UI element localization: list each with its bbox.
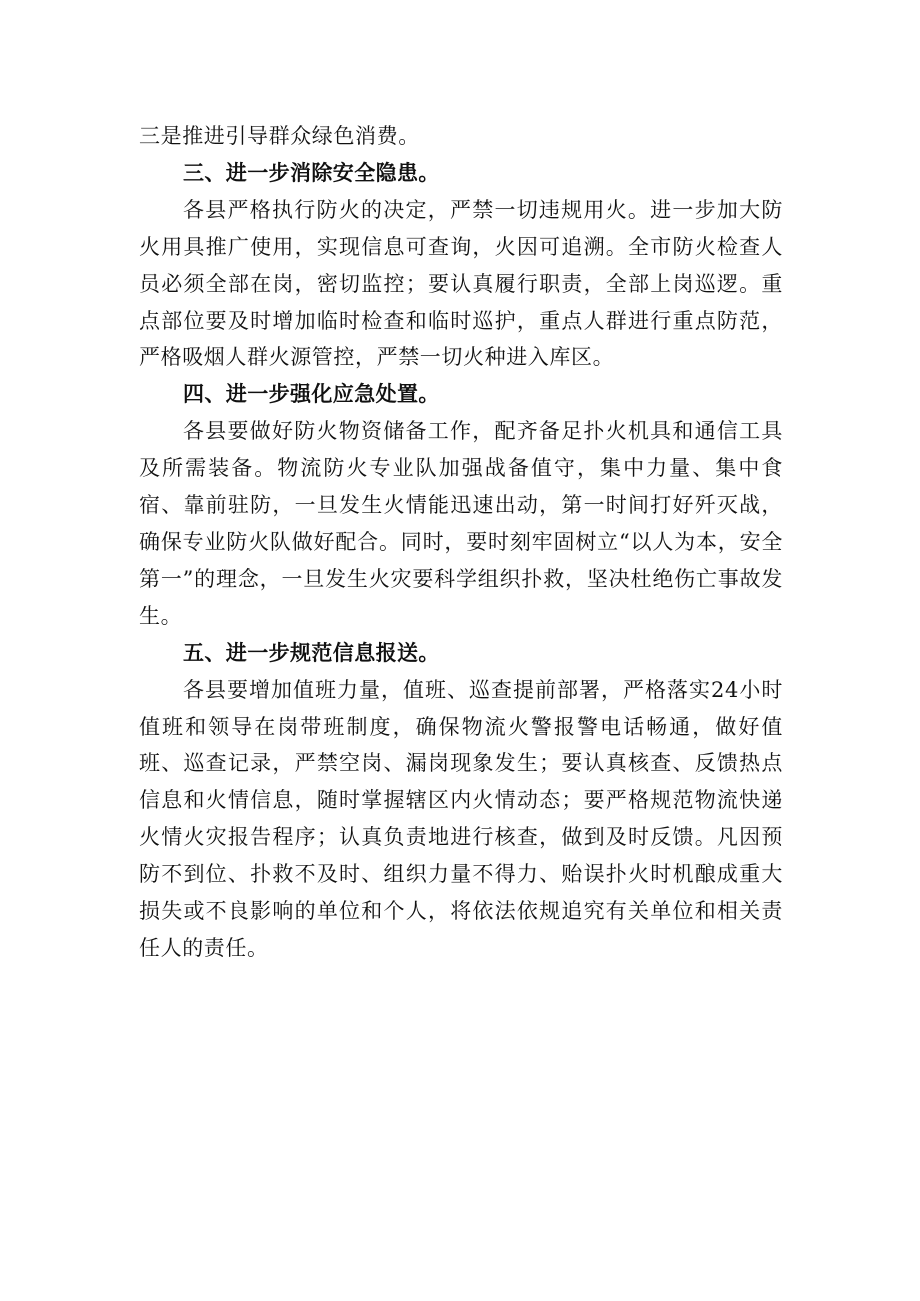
section-body-3: 各县严格执行防火的决定，严禁一切违规用火。进一步加大防火用具推广使用，实现信息可查询，火因可追溯。全市防火检查人员必须全部在岗，密切监控；要认真履行职责，全部上岗巡逻。重点部位要及时增加临时检查和临时巡护，重点人群进行重点防范，严格吸烟人群火源管控，严禁一切火种进入库区。: [139, 197, 783, 370]
section-heading-4: 四、进一步强化应急处置。: [183, 382, 440, 407]
section-body-4: 各县要做好防火物资储备工作，配齐备足扑火机具和通信工具及所需装备。物流防火专业队加强战备值守，集中力量、集中食宿、靠前驻防，一旦发生火情能迅速出动，第一时间打好歼灭战，确保专业防火队做好配合。同时，要时刻牢固树立“以人为本，安全第一”的理念，一旦发生火灾要科学组织扑救，坚决杜绝伤亡事故发生。: [139, 419, 783, 628]
section-body-5: 各县要增加值班力量，值班、巡查提前部署，严格落实24小时值班和领导在岗带班制度，确保物流火警报警电话畅通，做好值班、巡查记录，严禁空岗、漏岗现象发生；要认真核查、反馈热点信息和火情信息，随时掌握辖区内火情动态；要严格规范物流快递火情火灾报告程序；认真负责地进行核查，做到及时反馈。凡因预防不到位、扑救不及时、组织力量不得力、贻误扑火时机酿成重大损失或不良影响的单位和个人，将依法依规追究有关单位和相关责任人的责任。: [139, 677, 783, 960]
section-heading-5: 五、进一步规范信息报送。: [183, 640, 440, 665]
intro-paragraph: 三是推进引导群众绿色消费。: [139, 124, 420, 148]
document-body: [139, 118, 783, 967]
section-heading-3: 三、进一步消除安全隐患。: [183, 160, 440, 185]
